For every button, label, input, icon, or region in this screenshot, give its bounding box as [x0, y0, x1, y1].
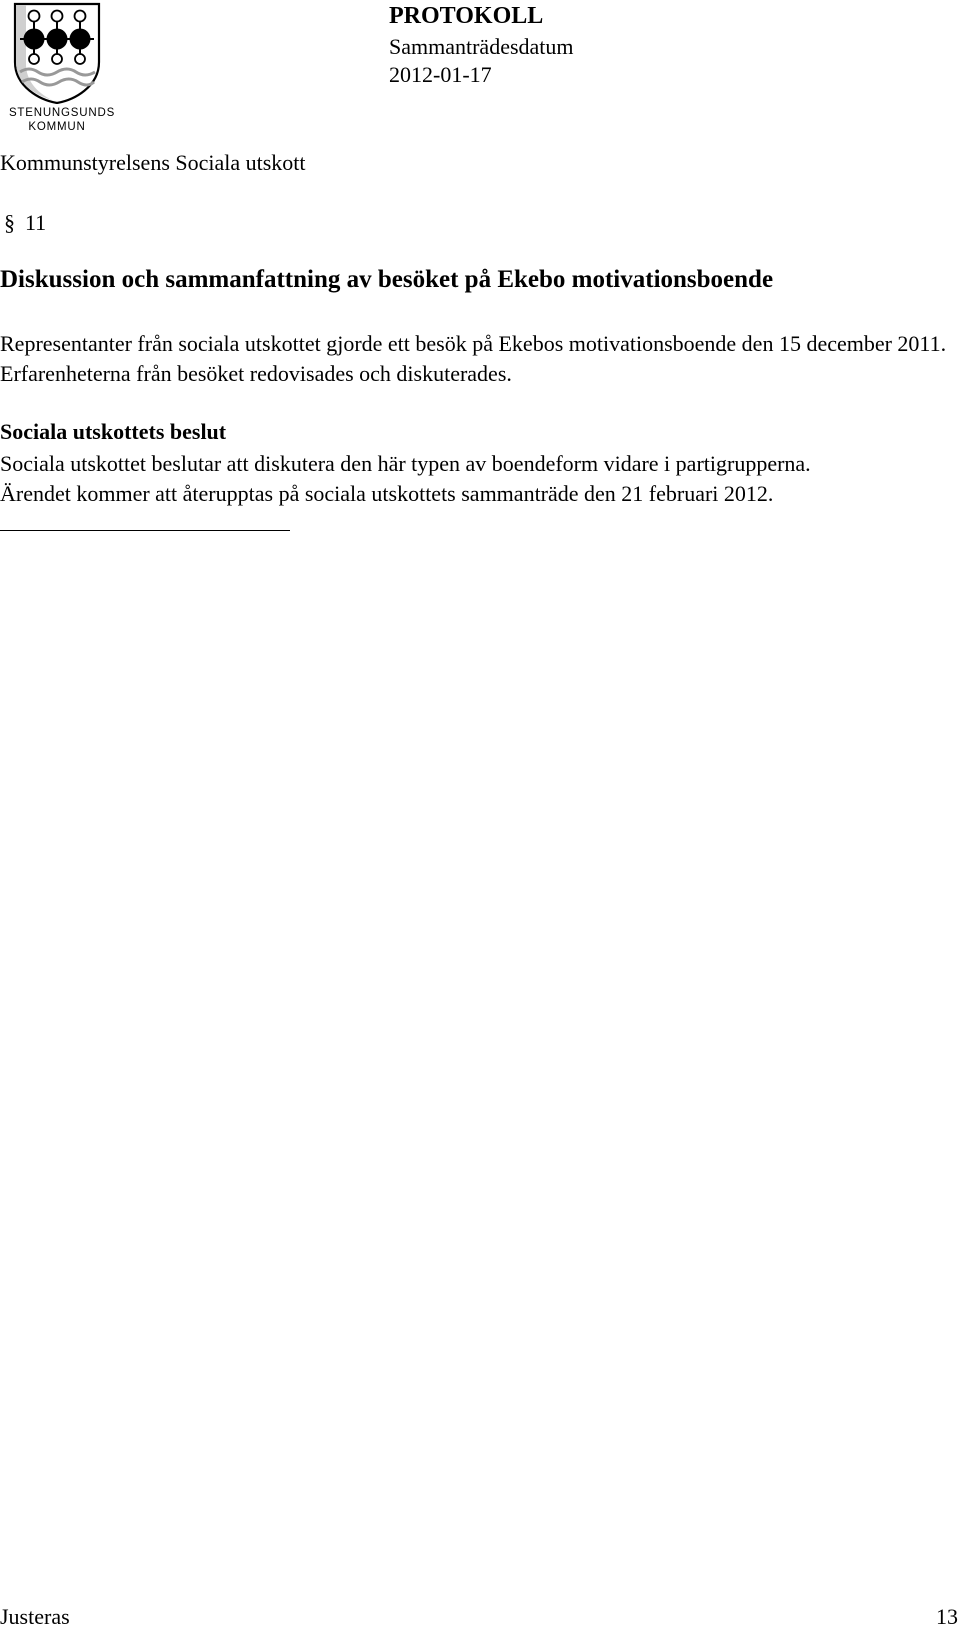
committee-name: Kommunstyrelsens Sociala utskott [0, 150, 306, 175]
footer-justeras-label: Justeras [0, 1604, 70, 1629]
logo-line-1: STENUNGSUNDS [8, 107, 116, 119]
meeting-date-label: Sammanträdesdatum [389, 34, 574, 59]
section-symbol: § [4, 210, 15, 235]
signature-divider [0, 530, 290, 531]
meeting-date: 2012-01-17 [389, 62, 492, 87]
section-number-value: 11 [25, 210, 47, 235]
decision-line-1: Sociala utskottet beslutar att diskutera den här typen av boendeform vidare i partigrupperna. [0, 451, 811, 476]
decision-heading: Sociala utskottets beslut [0, 419, 227, 444]
page-number: 13 [936, 1604, 958, 1629]
logo-line-2: KOMMUN [28, 121, 86, 133]
decision-line-2: Ärendet kommer att återupptas på sociala utskottets sammanträde den 21 februari 2012. [0, 481, 774, 506]
section-number [4, 209, 46, 237]
logo-text [2, 106, 122, 134]
municipality-logo [0, 0, 125, 140]
agenda-item-heading: Diskussion och sammanfattning av besöket på Ekebo motivationsboende [0, 266, 774, 293]
decision-text [0, 449, 955, 509]
agenda-item-body: Representanter från sociala utskottet gjorde ett besök på Ekebos motivationsboende den 15 december 2011. Erfarenheterna från besöket redovisades och diskuterades. [0, 331, 947, 386]
municipal-coat-of-arms-icon [12, 2, 102, 104]
document-type: PROTOKOLL [389, 3, 544, 29]
